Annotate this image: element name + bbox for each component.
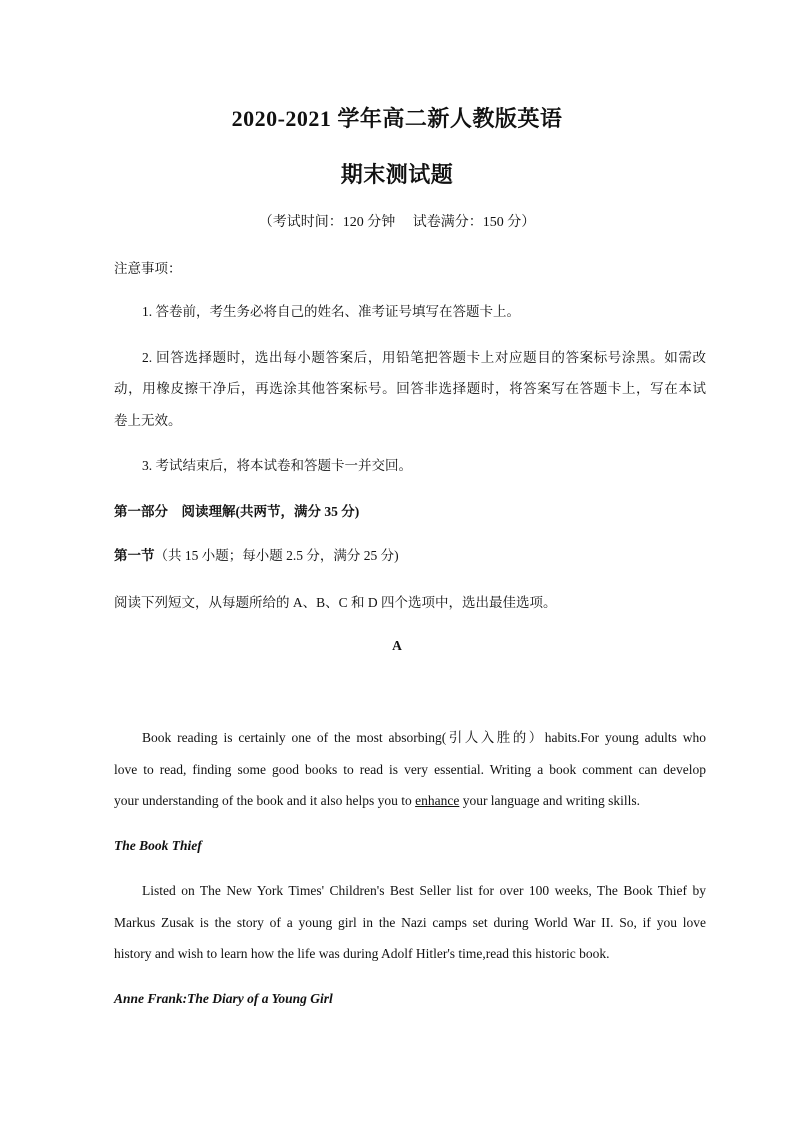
book-1-line-1: Listed on The New York Times' Children's Best Seller list for over 100 weeks, The Book Thief by	[142, 883, 706, 898]
underlined-word-enhance: enhance	[415, 793, 460, 808]
notice-item-2-line-3: 卷上无效。	[114, 413, 182, 428]
notice-item-3: 3. 考试结束后，将本试卷和答题卡一并交回。	[142, 458, 412, 473]
passage-intro-line-2: love to read, finding some good books to read is very essential. Writing a book comment can develop	[114, 762, 706, 777]
section-1-detail: （共 15 小题；每小题 2.5 分，满分 25 分)	[154, 548, 399, 563]
notice-item-2-line-1: 2. 回答选择题时，选出每小题答案后，用铅笔把答题卡上对应题目的答案标号涂黑。如需改	[142, 350, 706, 365]
passage-letter: A	[392, 638, 402, 653]
reading-instruction: 阅读下列短文，从每题所给的 A、B、C 和 D 四个选项中，选出最佳选项。	[114, 595, 557, 610]
exam-title: 2020-2021 学年高二新人教版英语	[231, 106, 563, 131]
part-1-heading: 第一部分 阅读理解(共两节，满分 35 分)	[114, 504, 360, 519]
notice-heading: 注意事项：	[114, 261, 182, 276]
exam-subtitle: 期末测试题	[340, 162, 454, 187]
book-1-line-3: history and wish to learn how the life was during Adolf Hitler's time,read this historic book.	[114, 946, 610, 961]
intro-line-3-end: your language and writing skills.	[459, 793, 641, 808]
notice-item-1: 1. 答卷前，考生务必将自己的姓名、准考证号填写在答题卡上。	[142, 304, 520, 319]
passage-intro-line-3	[114, 791, 706, 811]
book-1-title: The Book Thief	[114, 838, 202, 853]
passage-intro-line-1: Book reading is certainly one of the most absorbing(引人入胜的）habits.For young adults who	[142, 730, 706, 745]
book-1-line-2: Markus Zusak is the story of a young girl in the Nazi camps set during World War II. So, if you love	[114, 915, 706, 930]
section-1-label: 第一节	[114, 548, 155, 563]
notice-item-2-line-2: 动，用橡皮擦干净后，再选涂其他答案标号。回答非选择题时，将答案写在答题卡上，写在本试	[114, 381, 706, 396]
book-2-title: Anne Frank:The Diary of a Young Girl	[114, 991, 333, 1006]
exam-info: （考试时间：120 分钟 试卷满分：150 分）	[258, 215, 536, 230]
section-1-heading	[114, 546, 706, 566]
intro-line-3-start: your understanding of the book and it also helps you to	[114, 793, 416, 808]
